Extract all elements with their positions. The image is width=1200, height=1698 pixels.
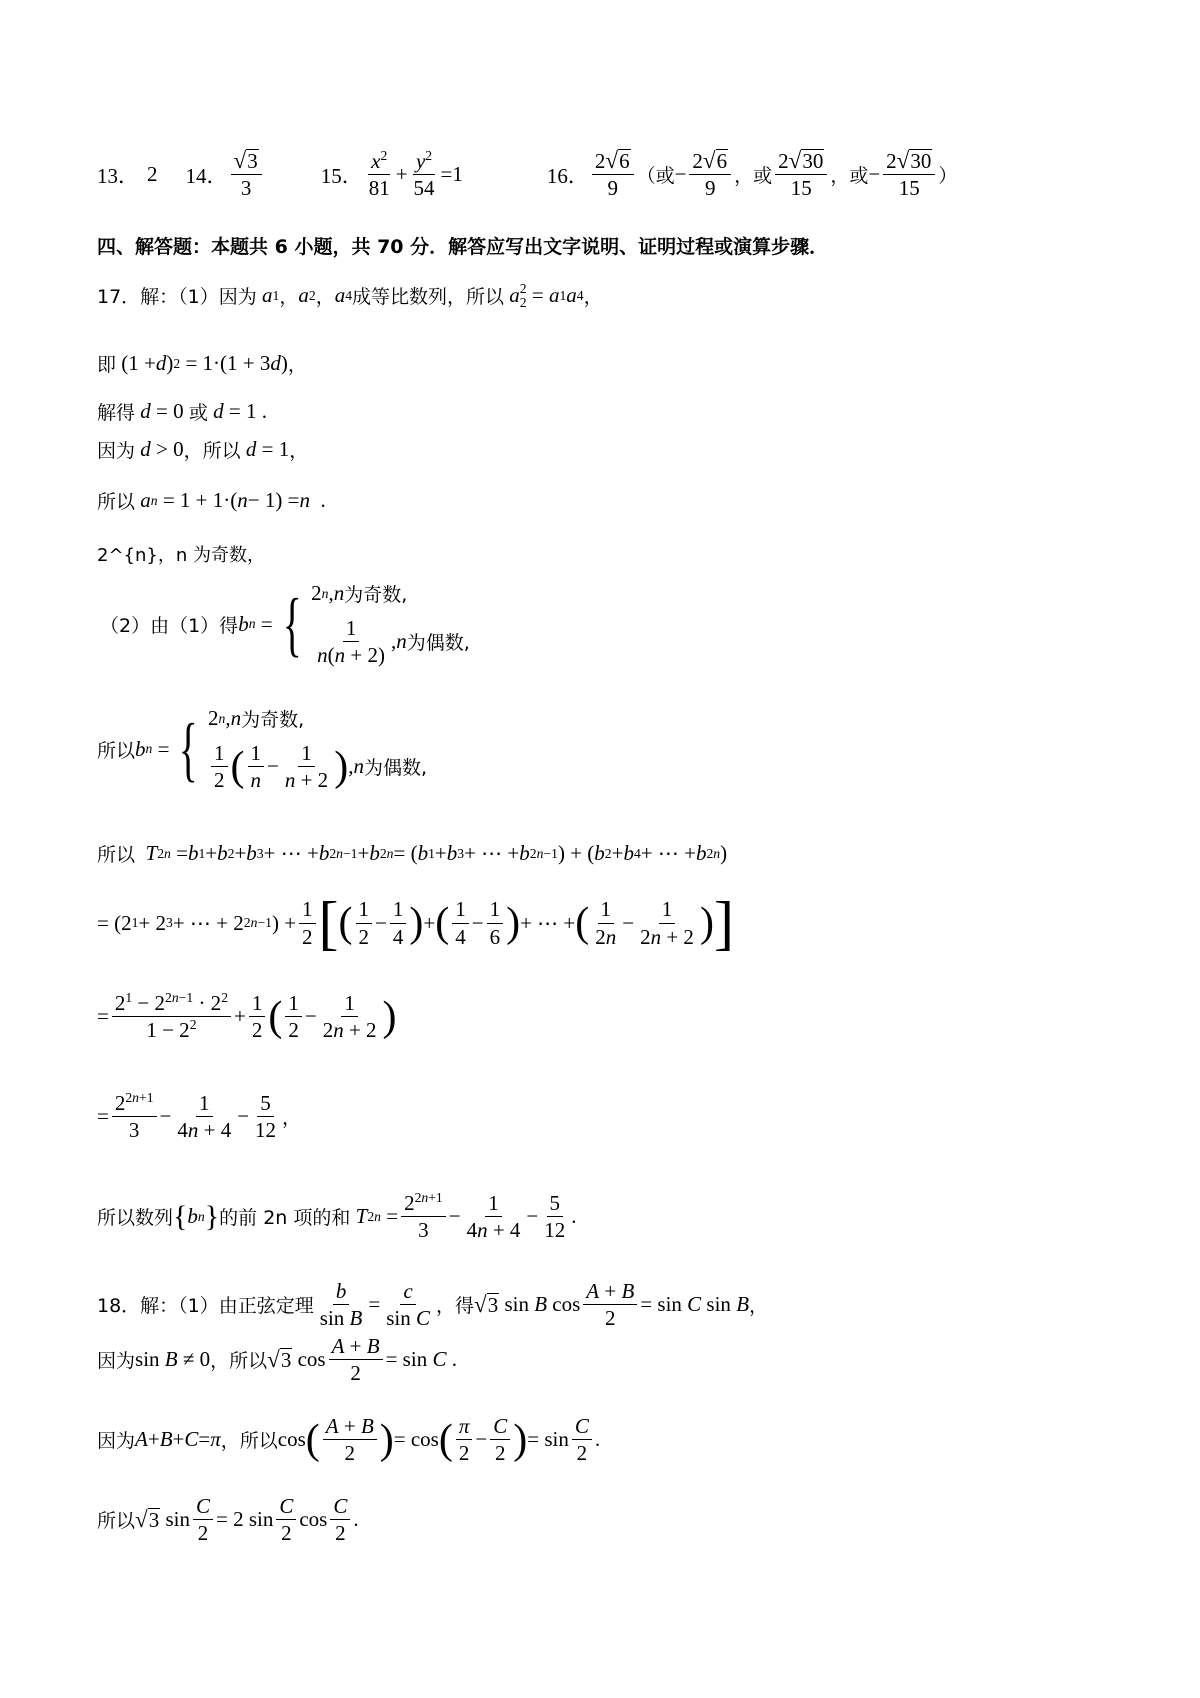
- q18-intro: 18．解：（1）由正弦定理: [97, 1295, 314, 1318]
- q17-eq-2: = $\frac{2^1 - 2^{2n-1} \cdot 2^2}{1 - 2^2}$ + $\frac{1}{2}$ ( $\frac{1}{2}$ − $\frac{1}{2n + 2}$ ): [97, 990, 397, 1043]
- q17-line5-prefix: 所以: [97, 491, 136, 513]
- answers-row: [97, 148, 957, 202]
- q16-or-2: ，或: [734, 165, 773, 188]
- q17-line3-mid: 或: [188, 402, 208, 424]
- q14-answer: √ 3 3: [231, 148, 262, 202]
- q17-line-1: 17．解：（1）因为 a 1 ， a 2 ， a 4 成等比数列，所以 a 2 2 = a 1 a 4 ，: [97, 281, 603, 310]
- q17-part2-prefix: （2）由（1）得: [100, 614, 239, 637]
- q17-so-bn: 所以 b n = { 2 n , n 为奇数, $\frac{1}{2}$ ( $\frac{1}{n}$ − $\frac{1}{n + 2}$ ) , n 为偶数,: [97, 706, 427, 793]
- q18-line3-mid: ，所以: [220, 1430, 278, 1453]
- section-heading: 四、解答题：本题共 6 小题，共 70 分．解答应写出文字说明、证明过程或演算步骤．: [97, 236, 829, 258]
- q13-label: 13．: [97, 163, 139, 188]
- q17-final-prefix: 所以数列: [97, 1207, 174, 1230]
- q17-line-3: 解得 d = 0 或 d = 1 .: [97, 399, 267, 424]
- q18-line4-prefix: 所以: [97, 1510, 136, 1533]
- q17-line-4: 因为 d > 0 ，所以 d = 1 ，: [97, 437, 309, 462]
- q17-stray-line: 2^{n}，n 为奇数，: [97, 545, 265, 566]
- q18-line-4: 所以 √ 3 sin $\frac{C}{2}$ = 2 sin $\frac{C}{2}$ cos $\frac{C}{2}$ .: [97, 1494, 359, 1546]
- q17-eq-3: = $\frac{2^{2n+1}}{3}$ − $\frac{1}{4n + 4}$ − $\frac{5}{12}$ ，: [97, 1090, 302, 1143]
- q18-mid1: ，得: [436, 1295, 475, 1318]
- q17-line4-mid: ，所以: [183, 440, 241, 462]
- q17-line-5: 所以 a n = 1 + 1·( n − 1) = n .: [97, 488, 326, 513]
- q17-final-mid: 的前 2n 项的和: [219, 1207, 351, 1230]
- q13-value: 2: [147, 162, 158, 187]
- q17-eq-1: = (2 1 + 2 3 + ⋯ + 2 2n−1 ) + $\frac{1}{2}$ [ ( $\frac{1}{2}$ − $\frac{1}{4}$ ) + ( $\frac{1}{4}$ − $\frac{1}{6}$ ) + ⋯ + ( $\frac{1}{2n}$ − $\frac{1}{2n + 2}$ ) ]: [97, 890, 734, 956]
- q16-or-1: （或: [636, 165, 675, 188]
- q16-or-3: ，或: [830, 165, 869, 188]
- q17-final: 所以数列 { b n } 的前 2n 项的和 T 2n = $\frac{2^{2n+1}}{3}$ − $\frac{1}{4n + 4}$ − $\frac{5}{12}$ .: [97, 1190, 577, 1243]
- q18-line-1: 18．解：（1）由正弦定理 $\frac{b}{\text{sin B}}$ = $\frac{c}{\text{sin C}}$ ，得 √ 3 sin B cos $\frac{A + B}{2}$ = sin C sin B ，: [97, 1279, 769, 1331]
- q17-even-label-2: 为偶数,: [363, 757, 427, 780]
- q15-label: 15．: [320, 163, 363, 188]
- q17-line2-prefix: 即: [97, 354, 117, 376]
- q17-even-label-1: 为偶数,: [406, 632, 470, 655]
- q15-answer: $\frac{x^2}{81}$ + $\frac{y^2}{54}$ =1: [368, 148, 463, 201]
- q18-line-2: 因为 sin B ≠ 0 ，所以 √ 3 cos $\frac{A + B}{2}$ = sin C .: [97, 1334, 457, 1386]
- q17-intro: 17．解：（1）因为: [97, 286, 257, 309]
- q17-text1: 成等比数列，所以: [352, 286, 505, 309]
- q17-line-2: 即 (1 + d ) 2 = 1·(1 + 3 d ) ，: [97, 351, 307, 376]
- q16-label: 16．: [546, 163, 589, 188]
- q18-line2-prefix: 因为: [97, 1350, 136, 1373]
- q17-so-T-prefix: 所以: [97, 844, 136, 866]
- q16-answer: 2 √ 6 9 （或 − 2 √ 6 9 ，或 2 √ 30 15 ，或 − 2 √ 30 15 ）: [589, 148, 958, 202]
- q17-line4-prefix: 因为: [97, 440, 136, 462]
- q17-odd-label-1: 为奇数,: [344, 584, 408, 606]
- q18-line-3: 因为 A + B + C = π ，所以 cos ( $\frac{A + B}{2}$ ) = cos ( $\frac{\pi}{2}$ − $\frac{C}{2}$ ) = sin $\frac{C}{2}$ .: [97, 1414, 601, 1466]
- q18-line2-mid: ，所以: [210, 1350, 268, 1373]
- q18-line3-prefix: 因为: [97, 1430, 136, 1453]
- q17-T-sum: 所以 T 2n = b 1 + b 2 + b 3 + ⋯ + b 2n−1 + b 2n = ( b 1 + b 3 + ⋯ + b 2n−1 ) + ( b 2 + b 4 + ⋯ + b 2n ): [97, 841, 728, 866]
- q16-close: ）: [938, 165, 958, 188]
- q17-part2: （2）由（1）得 b n = { 2 n , n 为奇数, $\frac{1}{n(n + 2)}$ , n 为偶数,: [100, 581, 470, 668]
- q17-so-bn-prefix: 所以: [97, 739, 136, 762]
- q14-label: 14．: [185, 163, 228, 188]
- q17-line3-prefix: 解得: [97, 402, 136, 424]
- q17-odd-label-2: 为奇数,: [241, 709, 305, 731]
